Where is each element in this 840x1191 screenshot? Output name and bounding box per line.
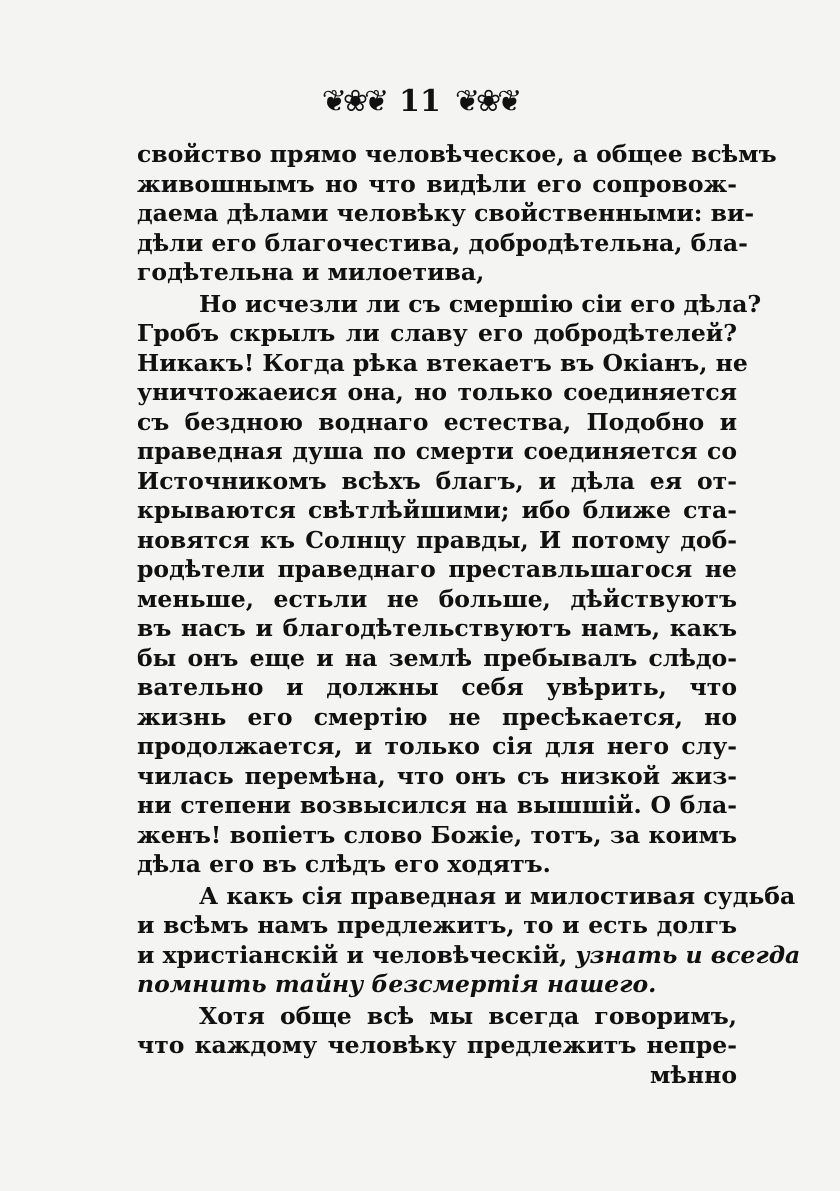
text-line: женъ! вопіетъ слово Божіе, тотъ, за коимъ — [137, 820, 737, 849]
page-number: 11 — [399, 84, 441, 119]
text-line: годѣтельна и милоетива, — [137, 258, 485, 286]
text-line: продолжается, и только сія для него слу- — [137, 732, 737, 760]
text-line: родѣтели праведнаго преставльшагося не — [137, 555, 737, 583]
text-line: уничтожаеися она, но только соединяется — [137, 378, 737, 406]
text-line — [137, 940, 801, 971]
text-line: даема дѣлами человѣку свойственными: ви- — [137, 199, 755, 227]
text-line: съ бездною воднаго естества, Подобно и — [137, 407, 737, 436]
text-line: Источникомъ всѣхъ благъ, и дѣла ея от- — [137, 466, 737, 495]
text-line: дѣла его въ слѣдъ его ходятъ. — [137, 850, 551, 878]
text-line: Никакъ! Когда рѣка втекаетъ въ Окіанъ, не — [137, 348, 748, 377]
text-line: крываются свѣтлѣйшими; ибо ближе ста- — [137, 496, 737, 524]
text-line: вательно и должны себя увѣрить, что — [137, 673, 737, 701]
text-line: новятся къ Солнцу правды, И потому доб- — [137, 525, 737, 554]
paragraph-start-line: А какъ сія праведная и милостивая судьба — [199, 881, 796, 910]
text-line: въ насъ и благодѣтельствуютъ намъ, какъ — [137, 614, 737, 642]
italic-fragment: узнать и всегда — [575, 940, 801, 969]
text-line: Гробъ скрылъ ли славу его добродѣтелей? — [137, 319, 737, 347]
text-line: бы онъ еще и на землѣ пребывалъ слѣдо- — [137, 643, 737, 672]
ornament-left-icon: ❦❀❦ — [321, 84, 386, 119]
text-line: дѣли его благочестива, добродѣтельна, бла- — [137, 228, 748, 257]
text-line: праведная душа по смерти соединяется со — [137, 437, 737, 465]
text-line: живошнымъ но что видѣли его сопровож- — [137, 169, 737, 198]
text-line: жизнь его смертію не пресѣкается, но — [137, 702, 737, 731]
page-text — [137, 140, 801, 1090]
text-line: ни степени возвысился на вышшій. О бла- — [137, 791, 737, 819]
catchword: мѣнно — [649, 1060, 737, 1089]
text-line: свойство прямо человѣческое, а общее всѣмъ — [137, 140, 777, 168]
text-fragment: и христіанскій и человѣческій, — [137, 940, 568, 969]
paragraph-start-line: Хотя обще всѣ мы всегда говоримъ, — [199, 1001, 737, 1030]
text-line: и всѣмъ намъ предлежитъ, то и есть долгъ — [137, 911, 737, 939]
text-line: чилась перемѣна, что онъ съ низкой жиз- — [137, 761, 737, 790]
page-header — [0, 84, 840, 119]
text-line: меньше, естьли не больше, дѣйствуютъ — [137, 584, 737, 613]
paragraph-start-line: Но исчезли ли съ смершію сіи его дѣла? — [199, 289, 762, 318]
text-line: что каждому человѣку предлежитъ непре- — [137, 1031, 737, 1059]
ornament-right-icon: ❦❀❦ — [454, 84, 519, 119]
italic-line: помнить тайну безсмертія нашего. — [137, 970, 657, 998]
